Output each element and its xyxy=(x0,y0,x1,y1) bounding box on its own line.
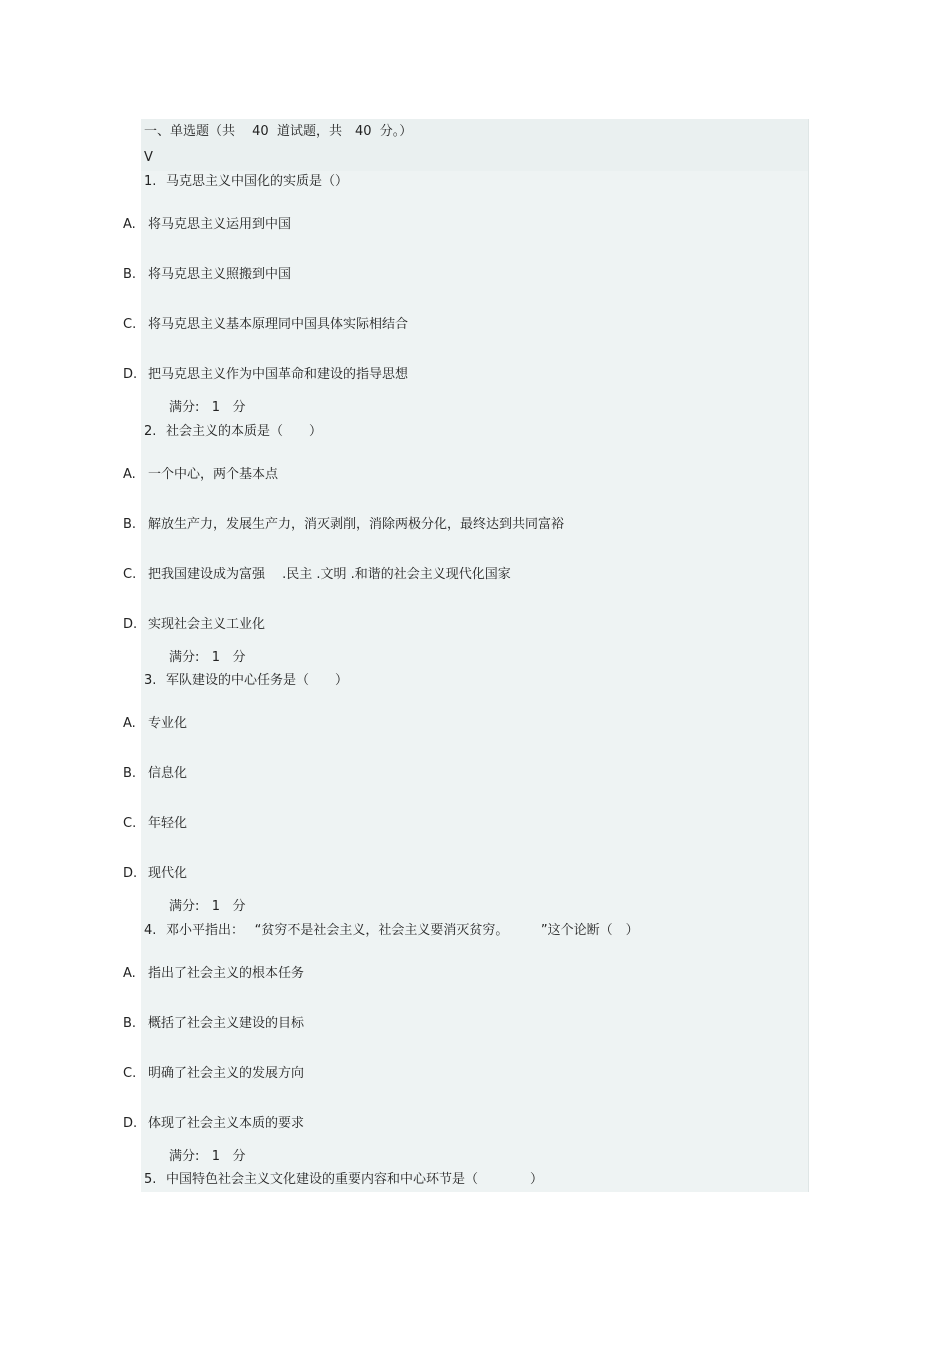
option-letter[interactable]: B. xyxy=(123,517,137,532)
option-letter[interactable]: D. xyxy=(123,367,138,382)
question-text: 中国特色社会主义文化建设的重要内容和中心环节是（ ） xyxy=(166,1172,544,1187)
option-text[interactable]: 指出了社会主义的根本任务 xyxy=(148,966,305,981)
score-label: 满分: 1 分 xyxy=(169,1149,246,1164)
option-letter[interactable]: D. xyxy=(123,617,138,632)
option-letter[interactable]: C. xyxy=(123,816,137,831)
section-header: 一、单选题（共 40 道试题，共 40 分。） xyxy=(144,124,413,139)
score-label: 满分: 1 分 xyxy=(169,650,246,665)
option-letter[interactable]: D. xyxy=(123,1116,138,1131)
option-letter[interactable]: A. xyxy=(123,966,136,981)
option-text[interactable]: 年轻化 xyxy=(148,816,188,831)
option-letter[interactable]: B. xyxy=(123,267,137,282)
question-number: 4. xyxy=(144,923,157,938)
option-text[interactable]: 体现了社会主义本质的要求 xyxy=(148,1116,305,1131)
option-text[interactable]: 专业化 xyxy=(148,716,188,731)
question-number: 5. xyxy=(144,1172,157,1187)
option-text[interactable]: 把马克思主义作为中国革命和建设的指导思想 xyxy=(148,367,409,382)
option-letter[interactable]: C. xyxy=(123,1066,137,1081)
option-text[interactable]: 明确了社会主义的发展方向 xyxy=(148,1066,305,1081)
option-letter[interactable]: C. xyxy=(123,567,137,582)
option-text[interactable]: 把我国建设成为富强 .民主 .文明 .和谐的社会主义现代化国家 xyxy=(148,567,511,582)
option-letter[interactable]: A. xyxy=(123,716,136,731)
question-text: 社会主义的本质是（ ） xyxy=(166,424,323,439)
option-text[interactable]: 一个中心，两个基本点 xyxy=(148,467,279,482)
option-text[interactable]: 将马克思主义基本原理同中国具体实际相结合 xyxy=(148,317,409,332)
option-letter[interactable]: B. xyxy=(123,766,137,781)
option-text[interactable]: 现代化 xyxy=(148,866,188,881)
question-text: 邓小平指出： “贫穷不是社会主义，社会主义要消灭贫穷。 ”这个论断（ ） xyxy=(166,923,639,938)
answer-mark: V xyxy=(144,150,153,165)
option-text[interactable]: 解放生产力，发展生产力，消灭剥削，消除两极分化，最终达到共同富裕 xyxy=(148,517,565,532)
option-text[interactable]: 将马克思主义照搬到中国 xyxy=(148,267,292,282)
question-number: 2. xyxy=(144,424,157,439)
option-letter[interactable]: D. xyxy=(123,866,138,881)
option-text[interactable]: 实现社会主义工业化 xyxy=(148,617,266,632)
option-text[interactable]: 信息化 xyxy=(148,766,188,781)
option-text[interactable]: 概括了社会主义建设的目标 xyxy=(148,1016,305,1031)
score-label: 满分: 1 分 xyxy=(169,899,246,914)
score-label: 满分: 1 分 xyxy=(169,400,246,415)
option-text[interactable]: 将马克思主义运用到中国 xyxy=(148,217,292,232)
option-letter[interactable]: C. xyxy=(123,317,137,332)
question-number: 1. xyxy=(144,174,157,189)
question-text: 军队建设的中心任务是（ ） xyxy=(166,673,349,688)
option-letter[interactable]: A. xyxy=(123,467,136,482)
question-number: 3. xyxy=(144,673,157,688)
option-letter[interactable]: A. xyxy=(123,217,136,232)
question-text: 马克思主义中国化的实质是（） xyxy=(166,174,349,189)
option-letter[interactable]: B. xyxy=(123,1016,137,1031)
